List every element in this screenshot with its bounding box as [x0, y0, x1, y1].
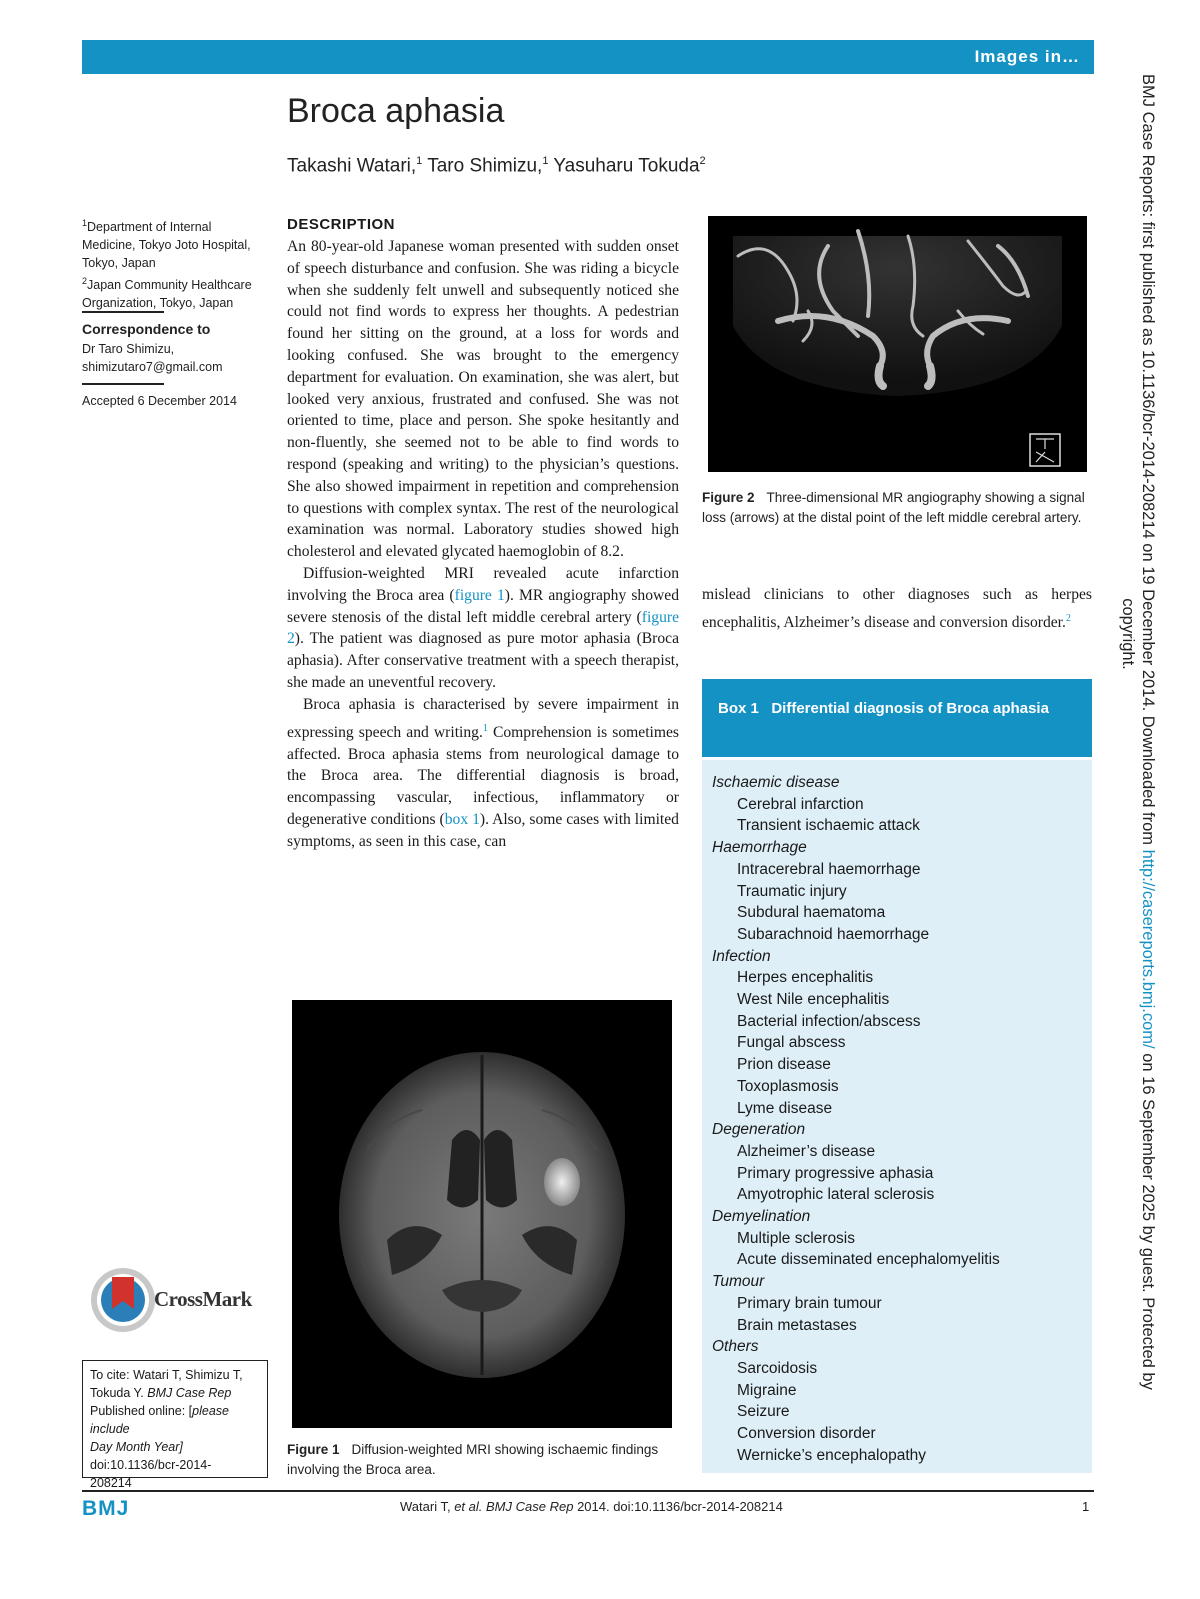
box-list-item: Wernicke’s encephalopathy	[737, 1446, 926, 1464]
box-list-item: Migraine	[737, 1381, 797, 1399]
footer-citation	[400, 1499, 783, 1514]
box-list-item: Herpes encephalitis	[737, 969, 874, 987]
affiliation-line: Medicine, Tokyo Joto Hospital,	[82, 238, 251, 253]
affiliation-line: Japan Community Healthcare	[87, 278, 252, 293]
cite-box	[82, 1360, 268, 1490]
figure-1-caption-text: Diffusion-weighted MRI showing ischaemic findings involving the Broca area.	[287, 1442, 659, 1477]
figure-1-caption	[287, 1440, 672, 1480]
box-list-item: West Nile encephalitis	[737, 991, 890, 1009]
correspondence-email[interactable]: shimizutaro7@gmail.com	[82, 360, 223, 374]
divider	[82, 383, 164, 385]
paragraph	[287, 563, 679, 694]
paragraph-text: Broca aphasia is characterised by severe impairment in expressing speech and writing.	[287, 695, 679, 741]
cite-line: Tokuda Y.	[90, 1386, 144, 1400]
box-list-item: Intracerebral haemorrhage	[737, 860, 921, 878]
box-list-item: Cerebral infarction	[737, 795, 864, 813]
body-column-right	[702, 584, 1092, 634]
box-list-item: Amyotrophic lateral sclerosis	[737, 1186, 935, 1204]
footer-divider	[82, 1490, 1094, 1492]
section-heading: DESCRIPTION	[287, 216, 396, 233]
box-list-item: Prion disease	[737, 1056, 831, 1074]
box-list-item: Lyme disease	[737, 1099, 833, 1117]
cite-line: Day Month Year]	[90, 1440, 183, 1454]
figure-2-link[interactable]: figure 2	[287, 608, 679, 648]
cite-line: To cite: Watari T, Shimizu T,	[90, 1368, 243, 1382]
figure-2-caption	[702, 488, 1092, 528]
crossmark-badge[interactable]	[88, 1265, 268, 1335]
crossmark-label: CrossMark	[154, 1287, 252, 1311]
cite-journal: BMJ Case Rep	[147, 1386, 232, 1400]
footer-citation-text: et al.	[454, 1499, 483, 1514]
casereports-link[interactable]: http://casereports.bmj.com/	[1139, 849, 1157, 1049]
paragraph-text: mislead clinicians to other diagnoses such as herpes encephalitis, Alzheimer’s disease and conversion disorder.	[702, 586, 1092, 631]
box-list-item: Transient ischaemic attack	[737, 817, 920, 835]
figure-2-caption-text: Three-dimensional MR angiography showing a signal loss (arrows) at the distal point of the left middle cerebral artery.	[702, 490, 1085, 525]
author-affiliation-ref: 1	[416, 155, 423, 167]
paragraph	[287, 694, 679, 853]
download-notice	[1119, 74, 1158, 1390]
cite-line: 208214	[90, 1476, 132, 1490]
cite-line: doi:10.1136/bcr-2014-	[90, 1458, 212, 1472]
cite-line: please include	[90, 1404, 229, 1436]
page-number: 1	[1082, 1499, 1090, 1514]
box-category: Infection	[712, 947, 771, 965]
affiliations	[82, 214, 252, 312]
body-column-left	[287, 236, 679, 853]
box-list-item: Toxoplasmosis	[737, 1077, 839, 1095]
paragraph	[702, 584, 1092, 634]
paragraph-text: ). Also, some cases with limited symptoms, as seen in this case, can	[287, 810, 679, 850]
author-name: Yasuharu Tokuda	[553, 155, 700, 177]
author-list	[287, 155, 706, 177]
download-notice-text: copyright.	[1119, 598, 1137, 670]
reference-1-link[interactable]: 1	[482, 722, 488, 734]
box-list-item: Multiple sclerosis	[737, 1229, 856, 1247]
article-title: Broca aphasia	[287, 92, 505, 130]
box-list-item: Seizure	[737, 1403, 790, 1421]
box-list-item: Traumatic injury	[737, 882, 847, 900]
affiliation-line: Department of Internal	[87, 220, 212, 235]
figure-2-label: Figure 2	[702, 490, 755, 505]
footer-citation-text: 2014. doi:10.1136/bcr-2014-208214	[577, 1499, 783, 1514]
box-1-heading: Box 1 Differential diagnosis of Broca aphasia	[702, 679, 1092, 757]
author-affiliation-ref: 1	[542, 155, 549, 167]
box-list-item: Brain metastases	[737, 1316, 857, 1334]
box-category: Haemorrhage	[712, 839, 807, 857]
box-list-item: Bacterial infection/abscess	[737, 1012, 921, 1030]
correspondence-name: Dr Taro Shimizu,	[82, 342, 175, 356]
reference-2-link[interactable]: 2	[1065, 612, 1071, 624]
footer-citation-journal: BMJ Case Rep	[486, 1499, 574, 1514]
box-category: Ischaemic disease	[712, 774, 840, 791]
affiliation-line: Organization, Tokyo, Japan	[82, 296, 234, 311]
figure-1-label: Figure 1	[287, 1442, 340, 1457]
box-list-item: Alzheimer’s disease	[737, 1142, 876, 1160]
paragraph-text: Diffusion-weighted MRI revealed acute infarction involving the Broca area (	[287, 564, 679, 604]
box-category: Tumour	[712, 1273, 765, 1291]
paragraph: An 80-year-old Japanese woman presented with sudden onset of speech disturbance and confusion. She was riding a bicycle when she suddenly felt unwell and subsequently noticed she could not find words to express her thoughts. A pedestrian found her sitting on the ground, at a loss for words and looking confused. She was brought to the emergency department for evaluation. On examination, she was alert, but looked very anxious, frustrated and confused. She was not oriented to time, place and person. She spoke hesitantly and non-fluently, she seemed not to be able to find words to respond (speaking and writing) to the physician’s questions. She also showed impairment in repetition and comprehension to questions with complex syntax. The rest of the neurological examination was normal. Laboratory studies showed high cholesterol and elevated glycated haemoglobin of 8.2.	[287, 238, 679, 561]
author-name: Takashi Watari,	[287, 155, 417, 177]
box-list-item: Subarachnoid haemorrhage	[737, 925, 930, 943]
accepted-date: Accepted 6 December 2014	[82, 394, 237, 408]
figure-2-angiography-image	[708, 216, 1087, 472]
box-1-link[interactable]: box 1	[444, 810, 480, 828]
differential-diagnosis-list	[712, 772, 1000, 1467]
brain-mri-illustration	[292, 1000, 672, 1428]
download-notice-text: BMJ Case Reports: first published as 10.1136/bcr-2014-208214 on 19 December 2014. Downloaded from	[1139, 74, 1157, 850]
box-list-item: Sarcoidosis	[737, 1359, 818, 1377]
box-list-item: Fungal abscess	[737, 1034, 846, 1052]
download-notice-text: on 16 September 2025 by guest. Protected by	[1139, 1048, 1157, 1390]
angiography-illustration	[708, 216, 1087, 472]
affiliation-marker: 1	[82, 218, 88, 228]
affiliation-marker: 2	[82, 276, 88, 287]
author-name: Taro Shimizu,	[427, 155, 543, 177]
box-category: Demyelination	[712, 1208, 811, 1226]
cite-line: Published online: [	[90, 1404, 193, 1418]
paragraph-text: Comprehension is sometimes affected. Broca aphasia stems from neurological damage to the Broca area. The differential diagnosis is broad, encompassing vascular, infectious, inflammatory or degenerative conditions (	[287, 723, 679, 828]
bmj-logo: BMJ	[82, 1497, 130, 1520]
box-list-item: Primary brain tumour	[737, 1294, 882, 1312]
crossmark-icon	[88, 1265, 158, 1335]
section-label: Images in…	[974, 47, 1080, 66]
footer-citation-text: Watari T,	[400, 1499, 451, 1514]
box-list-item: Primary progressive aphasia	[737, 1164, 934, 1182]
author-affiliation-ref: 2	[699, 155, 706, 167]
box-category: Degeneration	[712, 1121, 806, 1139]
box-list-item: Acute disseminated encephalomyelitis	[737, 1251, 1000, 1269]
paragraph-text: ). The patient was diagnosed as pure motor aphasia (Broca aphasia). After conservative treatment with a speech therapist, she made an uneventful recovery.	[287, 630, 679, 691]
divider	[82, 311, 164, 313]
affiliation-line: Tokyo, Japan	[82, 256, 156, 271]
correspondence	[82, 320, 223, 376]
box-category: Others	[712, 1338, 759, 1356]
correspondence-label: Correspondence to	[82, 321, 211, 337]
figure-1-mri-image	[292, 1000, 672, 1428]
paragraph-text: ). MR angiography showed severe stenosis of the distal left middle cerebral artery (	[287, 586, 680, 626]
box-list-item: Conversion disorder	[737, 1425, 876, 1443]
box-list-item: Subdural haematoma	[737, 904, 886, 922]
section-banner	[82, 40, 1094, 74]
figure-1-link[interactable]: figure 1	[454, 586, 505, 604]
